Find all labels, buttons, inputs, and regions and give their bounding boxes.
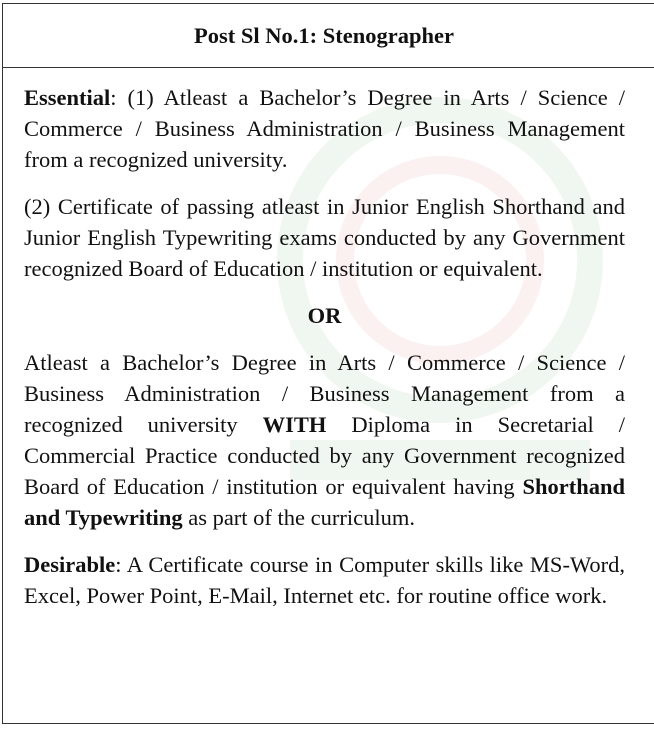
or-separator: OR bbox=[307, 303, 342, 328]
essential-item-2-paragraph bbox=[24, 191, 625, 284]
table-body-cell bbox=[3, 68, 654, 724]
essential-item-2: (2) Certificate of passing atleast in Junior English Shorthand and Junior English Typewriting exams conducted by any Government recognized Board of Education / institution or equivalent. bbox=[24, 194, 625, 281]
desirable-text: : A Certificate course in Computer skills like MS-Word, Excel, Power Point, E-Mail, Internet etc. for routine office work. bbox=[24, 552, 625, 608]
alternative-text-1: Atleast a Bachelor’s Degree in Arts / Commerce / Science / Business Administration / Business Management from a recognized university bbox=[24, 350, 625, 437]
alternative-bold-with: WITH bbox=[262, 412, 327, 437]
essential-paragraph bbox=[24, 82, 625, 175]
table-header-cell bbox=[3, 4, 654, 68]
qualification-table bbox=[2, 3, 654, 724]
qualification-content bbox=[3, 68, 625, 611]
alternative-text-2: Diploma in Secretarial / Commercial Practice conducted by any Government recognized Board of Education / institution or equivalent having bbox=[24, 412, 625, 499]
post-title: Post Sl No.1: Stenographer bbox=[194, 22, 454, 48]
alternative-paragraph bbox=[24, 347, 625, 533]
essential-label: Essential bbox=[24, 85, 111, 110]
alternative-text-3: as part of the curriculum. bbox=[182, 505, 415, 530]
desirable-label: Desirable bbox=[24, 552, 116, 577]
essential-item-1: : (1) Atleast a Bachelor’s Degree in Arts / Science / Commerce / Business Administration / Business Management from a recognized university. bbox=[24, 85, 625, 172]
desirable-paragraph bbox=[24, 549, 625, 611]
alternative-bold-shorthand: Shorthand and Typewriting bbox=[24, 474, 625, 530]
